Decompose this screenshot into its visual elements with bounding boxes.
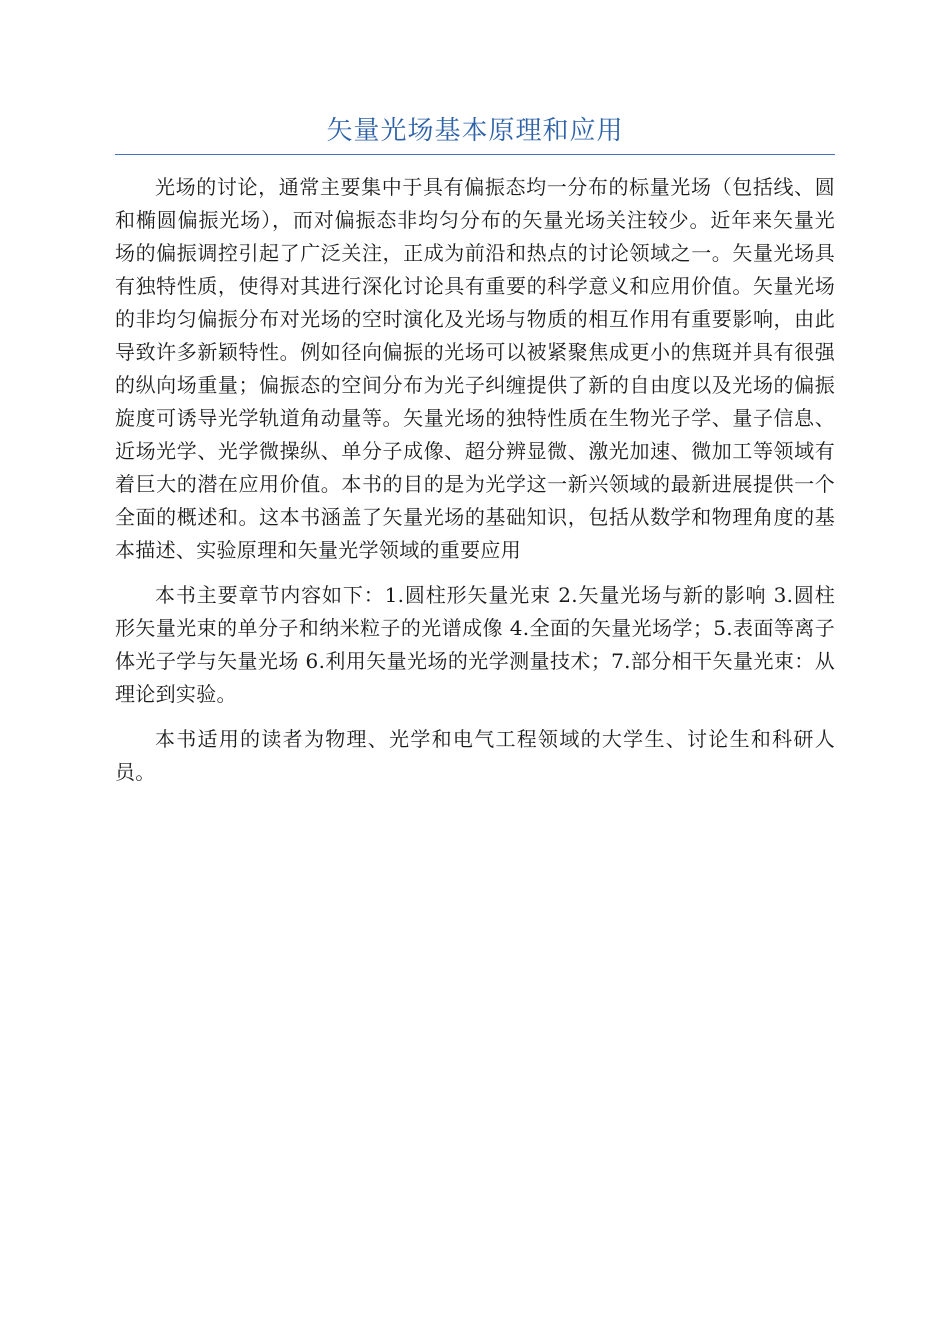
paragraph-chapters: 本书主要章节内容如下：1.圆柱形矢量光束 2.矢量光场与新的影响 3.圆柱形矢量光束的单分子和纳米粒子的光谱成像 4.全面的矢量光场学；5.表面等离子体光子学与矢量光场 6.利用矢量光场的光学测量技术；7.部分相干矢量光束：从理论到实验。 <box>115 583 835 706</box>
paragraph-audience: 本书适用的读者为物理、光学和电气工程领域的大学生、讨论生和科研人员。 <box>115 727 835 784</box>
document-title: 矢量光场基本原理和应用 <box>326 116 624 146</box>
document-page <box>115 108 835 801</box>
title-underline <box>115 154 835 155</box>
paragraph-intro: 光场的讨论，通常主要集中于具有偏振态均一分布的标量光场（包括线、圆和椭圆偏振光场），而对偏振态非均匀分布的矢量光场关注较少。近年来矢量光场的偏振调控引起了广泛关注，正成为前沿和热点的讨论领域之一。矢量光场具有独特性质，使得对其进行深化讨论具有重要的科学意义和应用价值。矢量光场的非均匀偏振分布对光场的空时演化及光场与物质的相互作用有重要影响，由此导致许多新颖特性。例如径向偏振的光场可以被紧聚焦成更小的焦斑并具有很强的纵向场重量；偏振态的空间分布为光子纠缠提供了新的自由度以及光场的偏振旋度可诱导光学轨道角动量等。矢量光场的独特性质在生物光子学、量子信息、近场光学、光学微操纵、单分子成像、超分辨显微、激光加速、微加工等领域有着巨大的潜在应用价值。本书的目的是为光学这一新兴领域的最新进展提供一个全面的概述和。这本书涵盖了矢量光场的基础知识，包括从数学和物理角度的基本描述、实验原理和矢量光学领域的重要应用 <box>115 175 835 562</box>
